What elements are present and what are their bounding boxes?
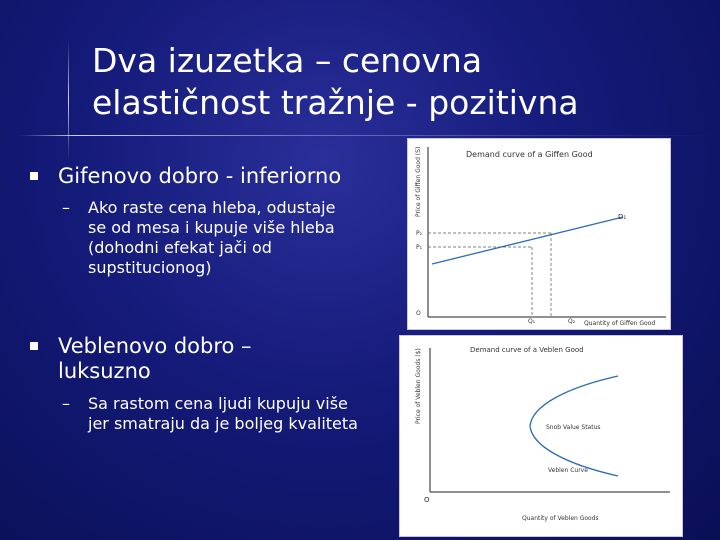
giffen-q1-label: Q₁ [528,318,536,325]
bullet-veblen [58,334,252,384]
giffen-graph [408,139,670,329]
giffen-graph-panel [407,138,671,330]
giffen-demand-curve [432,217,623,264]
decor-horizontal-line [20,135,720,136]
giffen-q2-label: Q₂ [568,318,576,325]
title-line-2: elastičnost tražnje - pozitivna [92,83,579,122]
veblen-graph-title: Demand curve of a Veblen Good [470,346,584,354]
sub-bullet-giffen [62,198,336,278]
veblen-lower-label: Veblen Curve [548,467,588,474]
giffen-x-label: Quantity of Giffen Good [584,320,656,327]
bullet-veblen-label-1: Veblenovo dobro – [58,334,252,358]
bullet-giffen [58,164,341,189]
giffen-curve-label: D₁ [618,213,627,221]
veblen-graph [400,336,682,536]
veblen-upper-label: Snob Value Status [546,424,601,431]
slide-title [92,40,652,124]
veblen-graph-panel [399,335,683,537]
giffen-p-low-label: P₁ [416,244,423,251]
veblen-x-label: Quantity of Veblen Goods [522,515,599,522]
bullet-square-icon [30,342,38,350]
giffen-graph-title: Demand curve of a Giffen Good [466,150,593,159]
bullet-veblen-label-2: luksuzno [58,359,151,383]
decor-vertical-line [68,40,69,160]
bullet-giffen-label: Gifenovo dobro - inferiorno [58,164,342,188]
dash-icon: – [62,394,70,413]
title-line-1: Dva izuzetka – cenovna [92,41,483,80]
sub-line: Ako raste cena hleba, odustaje [88,198,336,217]
sub-bullet-veblen [62,394,358,434]
bullet-square-icon [30,172,38,180]
giffen-origin-label: O [416,310,421,317]
sub-line: supstitucionog) [88,258,212,277]
giffen-p-high-label: P₂ [416,230,423,237]
veblen-origin-label: O [424,496,430,504]
sub-line: se od mesa i kupuje više hleba [88,218,335,237]
veblen-y-label: Price of Veblen Goods ($) [415,348,422,424]
dash-icon: – [62,198,70,217]
sub-line: jer smatraju da je boljeg kvaliteta [88,414,358,433]
giffen-y-label: Price of Giffen Good (S) [415,146,422,217]
sub-line: (dohodni efekat jači od [88,238,272,257]
sub-line: Sa rastom cena ljudi kupuju više [88,394,348,413]
